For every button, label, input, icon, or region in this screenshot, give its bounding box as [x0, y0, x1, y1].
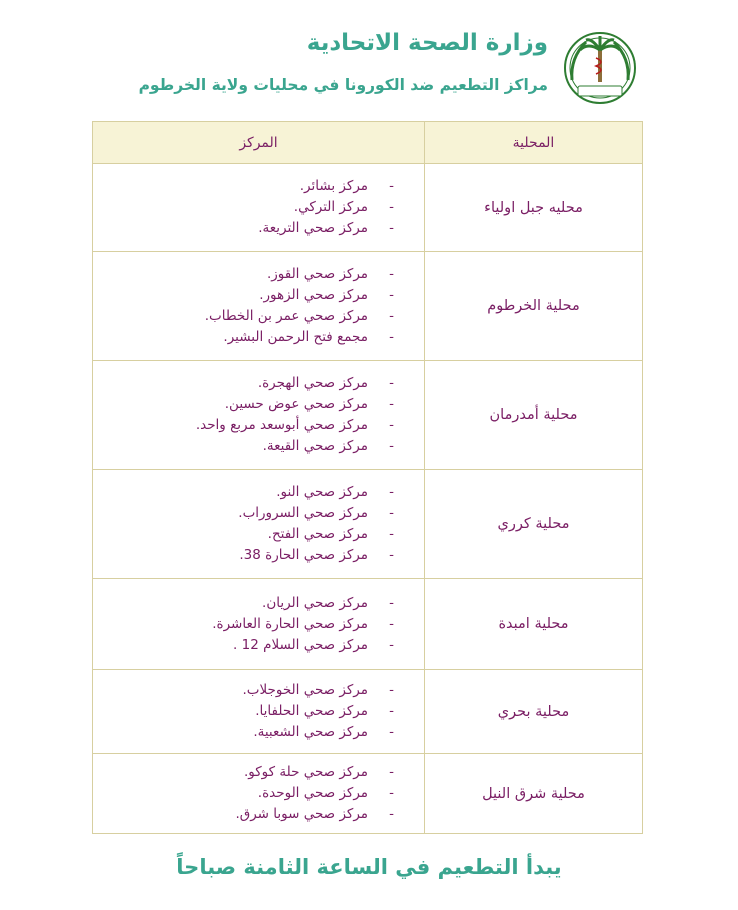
center-name: مركز صحي السروراب.: [238, 505, 368, 521]
center-name: مركز صحي الفتح.: [267, 526, 368, 542]
area-cell: محلية الخرطوم: [425, 252, 643, 361]
center-name: مركز صحي سوبا شرق.: [235, 806, 368, 822]
bullet-dash: -: [389, 417, 394, 433]
list-item: [93, 373, 394, 394]
area-cell: محلية شرق النيل: [425, 754, 643, 834]
center-name: مركز صحي حلة كوكو.: [243, 764, 368, 780]
center-name: مركز صحي أبوسعد مربع واحد.: [195, 417, 368, 433]
table-row: [93, 252, 643, 361]
table-row: [93, 361, 643, 470]
vaccination-centers-table: [92, 121, 643, 834]
centers-list: [93, 264, 424, 348]
bullet-dash: -: [389, 484, 394, 500]
table-body: [93, 164, 643, 834]
list-item: [93, 306, 394, 327]
footer-note: يبدأ التطعيم في الساعة الثامنة صباحاً: [176, 855, 562, 879]
page-header: [0, 0, 738, 120]
list-item: [93, 197, 394, 218]
list-item: [93, 635, 394, 656]
bullet-dash: -: [389, 764, 394, 780]
centers-list: [93, 762, 424, 825]
list-item: [93, 722, 394, 743]
list-item: [93, 762, 394, 783]
centers-cell: [93, 252, 425, 361]
bullet-dash: -: [389, 287, 394, 303]
center-name: مركز صحي الشعبية.: [253, 724, 368, 740]
centers-list: [93, 680, 424, 743]
page-subtitle: مراكز التطعيم ضد الكورونا في محليات ولاية الخرطوم: [138, 76, 548, 94]
center-name: مركز صحي القوز.: [266, 266, 368, 282]
center-name: مركز صحي الوحدة.: [257, 785, 368, 801]
bullet-dash: -: [389, 329, 394, 345]
center-name: مركز صحي الريان.: [262, 594, 368, 611]
center-name: مركز صحي الحلفايا.: [255, 703, 368, 719]
center-name: مركز صحي السلام 12 .: [233, 636, 368, 653]
list-item: [93, 415, 394, 436]
centers-cell: [93, 579, 425, 670]
table-row: [93, 670, 643, 754]
bullet-dash: -: [389, 682, 394, 698]
center-name: مجمع فتح الرحمن البشير.: [223, 329, 368, 345]
bullet-dash: -: [389, 615, 394, 632]
centers-cell: [93, 670, 425, 754]
table-row: [93, 579, 643, 670]
list-item: [93, 701, 394, 722]
table-row: [93, 754, 643, 834]
centers-column-header: المركز: [93, 122, 425, 164]
list-item: [93, 394, 394, 415]
list-item: [93, 482, 394, 503]
list-item: [93, 545, 394, 566]
bullet-dash: -: [389, 594, 394, 611]
center-name: مركز بشائر.: [299, 178, 368, 194]
list-item: [93, 680, 394, 701]
list-item: [93, 264, 394, 285]
table-row: [93, 164, 643, 252]
list-item: [93, 614, 394, 635]
center-name: مركز صحي الزهور.: [259, 287, 368, 303]
table-header-row: [93, 122, 643, 164]
bullet-dash: -: [389, 547, 394, 563]
bullet-dash: -: [389, 396, 394, 412]
bullet-dash: -: [389, 526, 394, 542]
bullet-dash: -: [389, 438, 394, 454]
list-item: [93, 327, 394, 348]
center-name: مركز التركي.: [293, 199, 368, 215]
ministry-logo-icon: [562, 28, 638, 110]
list-item: [93, 176, 394, 197]
centers-list: [93, 373, 424, 457]
list-item: [93, 593, 394, 614]
center-name: مركز صحي القيعة.: [262, 438, 368, 454]
bullet-dash: -: [389, 636, 394, 653]
area-cell: محلية امبدة: [425, 579, 643, 670]
bullet-dash: -: [389, 178, 394, 194]
bullet-dash: -: [389, 724, 394, 740]
area-cell: محلية بحري: [425, 670, 643, 754]
centers-list: [93, 593, 424, 656]
centers-list: [93, 176, 424, 239]
bullet-dash: -: [389, 266, 394, 282]
bullet-dash: -: [389, 505, 394, 521]
centers-cell: [93, 164, 425, 252]
centers-cell: [93, 361, 425, 470]
ministry-title: وزارة الصحة الاتحادية: [306, 30, 548, 56]
center-name: مركز صحي الحارة العاشرة.: [212, 615, 368, 632]
area-cell: محلية كرري: [425, 470, 643, 579]
center-name: مركز صحي عوض حسين.: [224, 396, 368, 412]
list-item: [93, 503, 394, 524]
bullet-dash: -: [389, 308, 394, 324]
bullet-dash: -: [389, 806, 394, 822]
center-name: مركز صحي الخوجلاب.: [242, 682, 368, 698]
list-item: [93, 285, 394, 306]
list-item: [93, 804, 394, 825]
center-name: مركز صحي عمر بن الخطاب.: [204, 308, 368, 324]
area-column-header: المحلية: [425, 122, 643, 164]
list-item: [93, 436, 394, 457]
bullet-dash: -: [389, 703, 394, 719]
table-row: [93, 470, 643, 579]
centers-cell: [93, 470, 425, 579]
centers-cell: [93, 754, 425, 834]
bullet-dash: -: [389, 199, 394, 215]
bullet-dash: -: [389, 785, 394, 801]
area-cell: محليه جبل اولياء: [425, 164, 643, 252]
center-name: مركز صحي الهجرة.: [257, 375, 368, 391]
list-item: [93, 218, 394, 239]
list-item: [93, 783, 394, 804]
bullet-dash: -: [389, 375, 394, 391]
area-cell: محلية أمدرمان: [425, 361, 643, 470]
centers-list: [93, 482, 424, 566]
center-name: مركز صحي التريعة.: [258, 220, 368, 236]
list-item: [93, 524, 394, 545]
center-name: مركز صحي الحارة 38.: [239, 547, 368, 563]
bullet-dash: -: [389, 220, 394, 236]
center-name: مركز صحي النو.: [276, 484, 368, 500]
